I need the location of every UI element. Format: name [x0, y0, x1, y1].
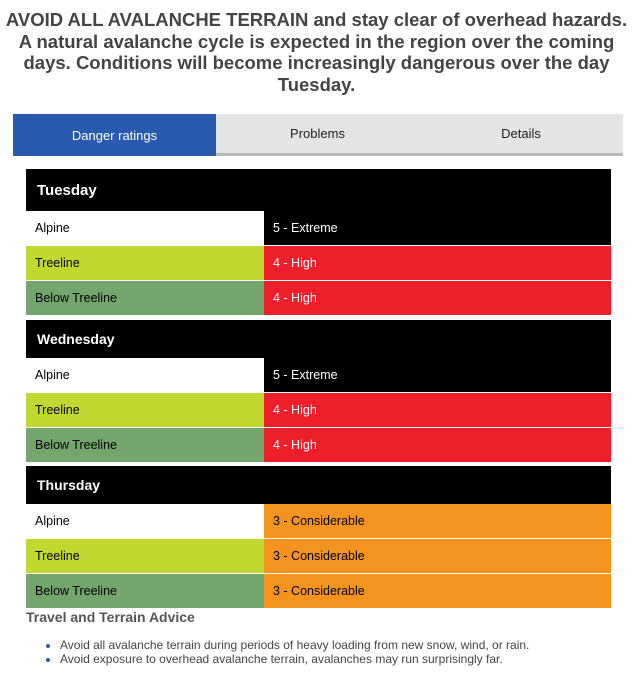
elevation-label: Below Treeline	[26, 428, 264, 462]
rating-row-below-treeline	[26, 427, 611, 462]
day-header-thursday: Thursday	[26, 466, 611, 504]
tab-details[interactable]: Details	[501, 126, 541, 141]
rating-row-treeline	[26, 392, 611, 427]
day-header-wednesday: Wednesday	[26, 320, 611, 358]
danger-rating: 3 - Considerable	[264, 574, 611, 608]
elevation-label: Treeline	[26, 393, 264, 427]
rating-row-below-treeline	[26, 573, 611, 608]
danger-rating: 5 - Extreme	[264, 211, 611, 245]
elevation-label: Treeline	[26, 539, 264, 573]
danger-rating: 4 - High	[264, 246, 611, 280]
danger-rating: 4 - High	[264, 428, 611, 462]
danger-rating: 4 - High	[264, 281, 611, 315]
rating-row-treeline	[26, 538, 611, 573]
advice-item: • Avoid exposure to overhead avalanche terrain, avalanches may run surprisingly far.	[60, 652, 529, 666]
elevation-label: Alpine	[26, 358, 264, 392]
elevation-label: Alpine	[26, 211, 264, 245]
tab-problems[interactable]: Problems	[290, 126, 345, 141]
rating-row-below-treeline	[26, 280, 611, 315]
danger-rating: 3 - Considerable	[264, 539, 611, 573]
danger-rating: 5 - Extreme	[264, 358, 611, 392]
day-header-tuesday: Tuesday	[26, 169, 611, 211]
elevation-label: Below Treeline	[26, 281, 264, 315]
elevation-label: Below Treeline	[26, 574, 264, 608]
danger-rating: 3 - Considerable	[264, 504, 611, 538]
forecast-headline: AVOID ALL AVALANCHE TERRAIN and stay clear of overhead hazards. A natural avalanche cycle is expected in the region over the coming days. Conditions will become increasingly dangerous over the day Tuesday.	[5, 9, 628, 95]
rating-row-treeline	[26, 245, 611, 280]
advice-item: • Avoid all avalanche terrain during periods of heavy loading from new snow, wind, or rain.	[60, 638, 529, 652]
danger-rating: 4 - High	[264, 393, 611, 427]
tab-danger-ratings[interactable]: Danger ratings	[13, 114, 216, 156]
elevation-label: Alpine	[26, 504, 264, 538]
advice-title: Travel and Terrain Advice	[26, 609, 195, 625]
rating-row-alpine	[26, 211, 611, 245]
elevation-label: Treeline	[26, 246, 264, 280]
danger-ratings-table	[26, 169, 611, 608]
tab-bar	[13, 114, 623, 156]
rating-row-alpine	[26, 504, 611, 538]
rating-row-alpine	[26, 358, 611, 392]
advice-list	[26, 638, 529, 666]
